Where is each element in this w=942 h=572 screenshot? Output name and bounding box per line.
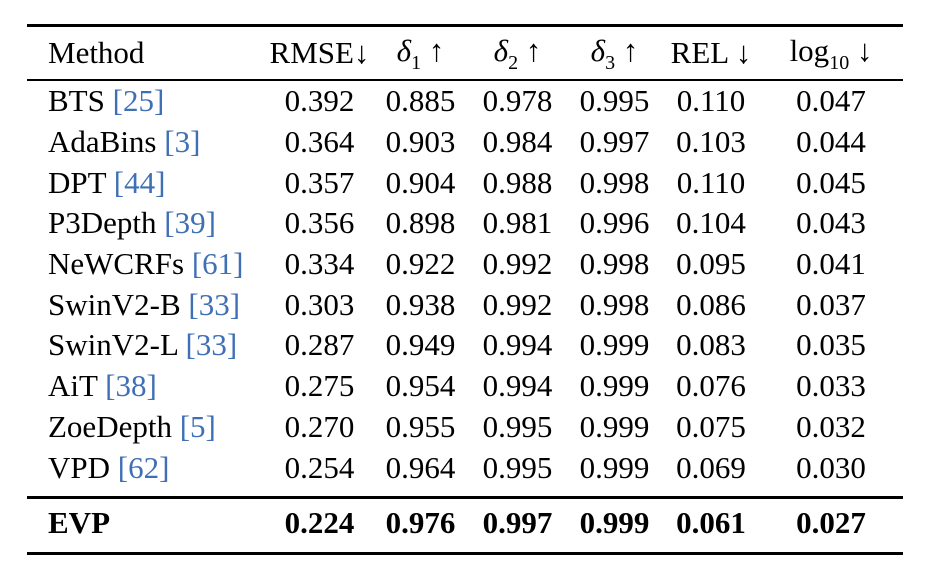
cell-rel: 0.075 (676, 408, 746, 444)
table-row (27, 407, 903, 448)
table-row (27, 325, 903, 366)
table-row (27, 122, 903, 163)
cell-rel: 0.076 (676, 368, 746, 404)
cell-log10: 0.044 (796, 124, 866, 160)
cell-delta2: 0.995 (482, 408, 553, 444)
cell-delta2: 0.988 (482, 164, 553, 200)
cell-log10: 0.043 (796, 205, 866, 241)
table-row (27, 284, 903, 325)
cell-rmse: 0.334 (284, 246, 355, 282)
cell-rmse: 0.392 (284, 83, 355, 119)
cell-method: EVP (48, 504, 110, 540)
method-name: BTS (48, 83, 105, 119)
cell-rel: 0.086 (676, 286, 746, 322)
citation-link[interactable]: [3] (156, 124, 201, 160)
cell-delta1: 0.964 (385, 449, 456, 485)
method-name: DPT (48, 164, 107, 200)
cell-rmse: 0.303 (284, 286, 355, 322)
cell-method (27, 407, 267, 448)
cell-rel: 0.069 (676, 449, 746, 485)
citation-link[interactable]: [33] (177, 327, 238, 363)
cell-method (27, 284, 267, 325)
cell-rel: 0.110 (676, 164, 746, 200)
cell-delta2: 0.978 (482, 83, 553, 119)
cell-rel: 0.104 (676, 205, 746, 241)
header-log10: $\log_{10}$ ↓ (789, 33, 873, 74)
header-rmse: RMSE↓ (269, 35, 370, 70)
method-name: NeWCRFs (48, 246, 185, 282)
table-row (27, 447, 903, 488)
table-row (27, 366, 903, 407)
cell-log10: 0.030 (796, 449, 866, 485)
cell-delta3: 0.999 (579, 408, 650, 444)
results-table (27, 24, 903, 555)
cell-log10: 0.045 (796, 164, 866, 200)
cell-delta2: 0.992 (482, 246, 553, 282)
citation-link[interactable]: [33] (180, 286, 241, 322)
cell-log10: 0.035 (796, 327, 866, 363)
cell-method (27, 366, 267, 407)
cell-log10: 0.037 (796, 286, 866, 322)
cell-delta3: 0.998 (579, 286, 650, 322)
table-row (27, 81, 903, 122)
cell-method (27, 122, 267, 163)
cell-rel: 0.110 (676, 83, 746, 119)
cell-delta3: 0.999 (579, 449, 650, 485)
cell-delta1: 0.922 (385, 246, 456, 282)
cell-delta3: 0.995 (579, 83, 650, 119)
cell-rmse: 0.364 (284, 124, 355, 160)
cell-rel: 0.095 (676, 246, 746, 282)
cell-delta2: 0.981 (482, 205, 553, 241)
cell-log10: 0.047 (796, 83, 866, 119)
method-name: P3Depth (48, 205, 157, 241)
cell-delta3: 0.999 (579, 327, 650, 363)
cell-rmse: 0.270 (284, 408, 355, 444)
cell-delta1: 0.903 (385, 124, 456, 160)
cell-delta1: 0.898 (385, 205, 456, 241)
cell-method (27, 447, 267, 488)
citation-link[interactable]: [44] (106, 164, 166, 200)
method-name: VPD (48, 449, 111, 485)
header-delta3: $\delta_3$ ↑ (590, 33, 639, 74)
cell-delta2: 0.984 (482, 124, 553, 160)
method-name: AdaBins (48, 124, 157, 160)
cell-method (27, 203, 267, 244)
bottom-rule (27, 552, 903, 555)
header-table (27, 27, 903, 79)
cell-delta3: 0.997 (579, 124, 650, 160)
cell-delta3: 0.996 (579, 205, 650, 241)
method-name: SwinV2-B (48, 286, 181, 322)
cell-delta2: 0.994 (482, 327, 553, 363)
header-method: Method (48, 35, 145, 70)
citation-link[interactable]: [62] (110, 449, 170, 485)
cell-rmse: 0.356 (284, 205, 355, 241)
cell-delta2: 0.994 (482, 368, 553, 404)
cell-delta3: 0.998 (579, 246, 650, 282)
cell-rel: 0.061 (676, 504, 746, 540)
cell-rmse: 0.254 (284, 449, 355, 485)
header-delta1: $\delta_1$ ↑ (396, 33, 445, 74)
cell-delta2: 0.992 (482, 286, 553, 322)
body-table (27, 81, 903, 488)
cell-method (27, 162, 267, 203)
cell-log10: 0.032 (796, 408, 866, 444)
citation-link[interactable]: [61] (184, 246, 244, 282)
citation-link[interactable]: [5] (171, 408, 216, 444)
table-row-evp (27, 499, 903, 547)
cell-rel: 0.103 (676, 124, 746, 160)
cell-delta3: 0.999 (579, 368, 650, 404)
cell-rmse: 0.287 (284, 327, 355, 363)
cell-rmse: 0.357 (284, 164, 355, 200)
cell-delta1: 0.976 (385, 504, 456, 540)
cell-delta1: 0.938 (385, 286, 456, 322)
citation-link[interactable]: [38] (97, 368, 157, 404)
header-rel: REL ↓ (670, 35, 752, 70)
cell-delta1: 0.955 (385, 408, 456, 444)
cell-delta1: 0.949 (385, 327, 456, 363)
cell-delta1: 0.904 (385, 164, 456, 200)
table-row (27, 244, 903, 285)
table-row (27, 203, 903, 244)
method-name: ZoeDepth (48, 408, 172, 444)
citation-link[interactable]: [25] (104, 83, 165, 119)
cell-rmse: 0.275 (284, 368, 355, 404)
final-table (27, 499, 903, 547)
cell-rmse: 0.224 (284, 504, 355, 540)
cell-log10: 0.027 (796, 504, 866, 540)
cell-delta2: 0.995 (482, 449, 553, 485)
cell-delta1: 0.954 (385, 368, 456, 404)
table-row (27, 162, 903, 203)
cell-delta3: 0.999 (579, 504, 650, 540)
method-name: AiT (48, 368, 98, 404)
cell-log10: 0.033 (796, 368, 866, 404)
cell-method (27, 81, 267, 122)
cell-log10: 0.041 (796, 246, 866, 282)
cell-method (27, 244, 267, 285)
header-row (27, 27, 903, 79)
cell-rel: 0.083 (676, 327, 746, 363)
cell-delta3: 0.998 (579, 164, 650, 200)
header-delta2: $\delta_2$ ↑ (493, 33, 542, 74)
method-name: SwinV2-L (48, 327, 178, 363)
cell-delta1: 0.885 (385, 83, 456, 119)
cell-method (27, 325, 267, 366)
citation-link[interactable]: [39] (156, 205, 216, 241)
cell-delta2: 0.997 (482, 504, 553, 540)
